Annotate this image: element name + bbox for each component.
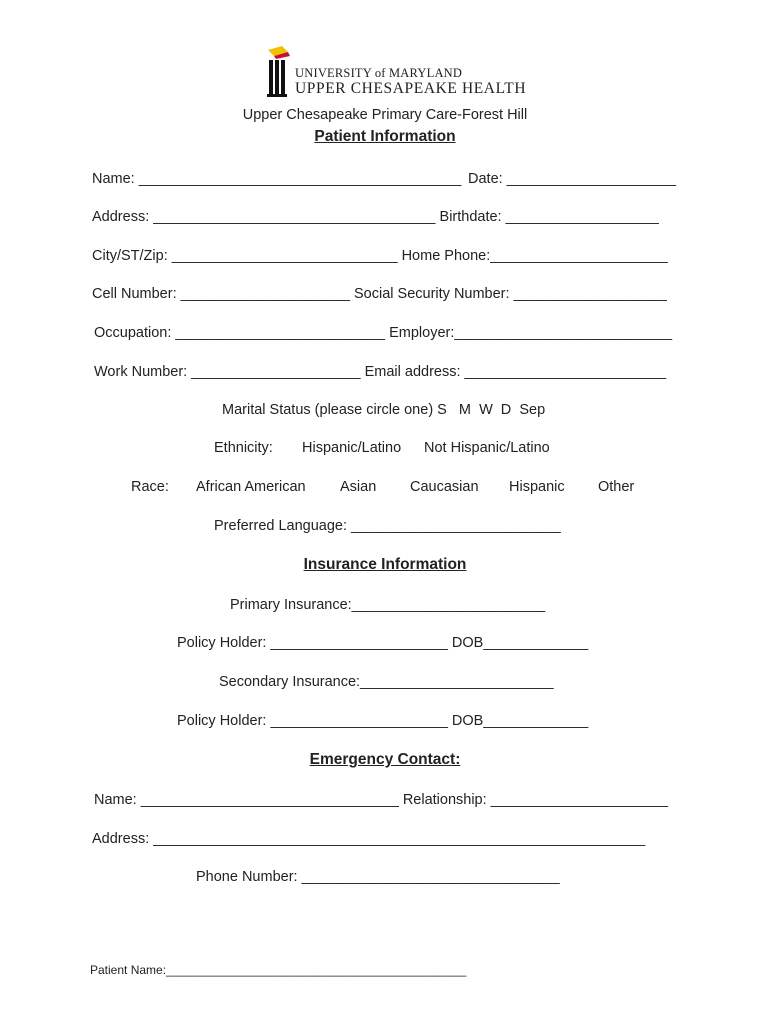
race-label: Race: bbox=[131, 479, 169, 495]
primary-insurance-field[interactable]: Primary Insurance:________________________ bbox=[230, 597, 546, 613]
work-email-line[interactable]: Work Number: _____________________ Email address: _________________________ bbox=[94, 364, 667, 380]
secondary-insurance-field[interactable]: Secondary Insurance:________________________ bbox=[219, 674, 554, 690]
emergency-name-relationship-line[interactable]: Name: ________________________________ Relationship: ______________________ bbox=[94, 792, 669, 808]
primary-policy-holder-line[interactable]: Policy Holder: ______________________ DOB_____________ bbox=[177, 635, 589, 651]
logo-column-icon bbox=[262, 44, 294, 100]
race-option-hispanic[interactable]: Hispanic bbox=[509, 479, 565, 495]
race-option-other[interactable]: Other bbox=[598, 479, 635, 495]
address-birthdate-line[interactable]: Address: ___________________________________ Birthdate: ___________________ bbox=[92, 209, 659, 225]
logo-health-text: UPPER CHESAPEAKE HEALTH bbox=[295, 80, 527, 97]
logo bbox=[262, 44, 527, 100]
emergency-address-field[interactable]: Address: _____________________________________________________________ bbox=[92, 831, 646, 847]
secondary-policy-holder-line[interactable]: Policy Holder: ______________________ DOB_____________ bbox=[177, 713, 589, 729]
emergency-phone-field[interactable]: Phone Number: ________________________________ bbox=[196, 869, 560, 885]
cell-ssn-line[interactable]: Cell Number: _____________________ Social Security Number: ___________________ bbox=[92, 286, 667, 302]
race-option-caucasian[interactable]: Caucasian bbox=[410, 479, 479, 495]
race-option-african-american[interactable]: African American bbox=[196, 479, 306, 495]
ethnicity-option-hispanic[interactable]: Hispanic/Latino bbox=[302, 440, 402, 456]
race-option-asian[interactable]: Asian bbox=[340, 479, 377, 495]
preferred-language-field[interactable]: Preferred Language: __________________________ bbox=[214, 518, 561, 534]
page-title: Patient Information bbox=[314, 128, 456, 145]
name-field[interactable]: Name: ________________________________________ bbox=[92, 171, 462, 187]
insurance-heading: Insurance Information bbox=[303, 556, 467, 573]
logo-university-text: UNIVERSITY of MARYLAND bbox=[295, 66, 463, 80]
emergency-heading: Emergency Contact: bbox=[309, 751, 461, 768]
marital-status[interactable]: Marital Status (please circle one) S M W D Sep bbox=[222, 402, 546, 418]
city-homephone-line[interactable]: City/ST/Zip: ____________________________ Home Phone:______________________ bbox=[92, 248, 668, 264]
ethnicity-option-not-hispanic[interactable]: Not Hispanic/Latino bbox=[424, 440, 550, 456]
occupation-employer-line[interactable]: Occupation: __________________________ Employer:___________________________ bbox=[94, 325, 673, 341]
practice-name: Upper Chesapeake Primary Care-Forest Hill bbox=[242, 107, 528, 123]
footer-patient-name-field[interactable]: Patient Name:_____________________________________________ bbox=[90, 963, 467, 977]
ethnicity-label: Ethnicity: bbox=[214, 440, 273, 456]
date-field[interactable]: Date: _____________________ bbox=[468, 171, 677, 187]
